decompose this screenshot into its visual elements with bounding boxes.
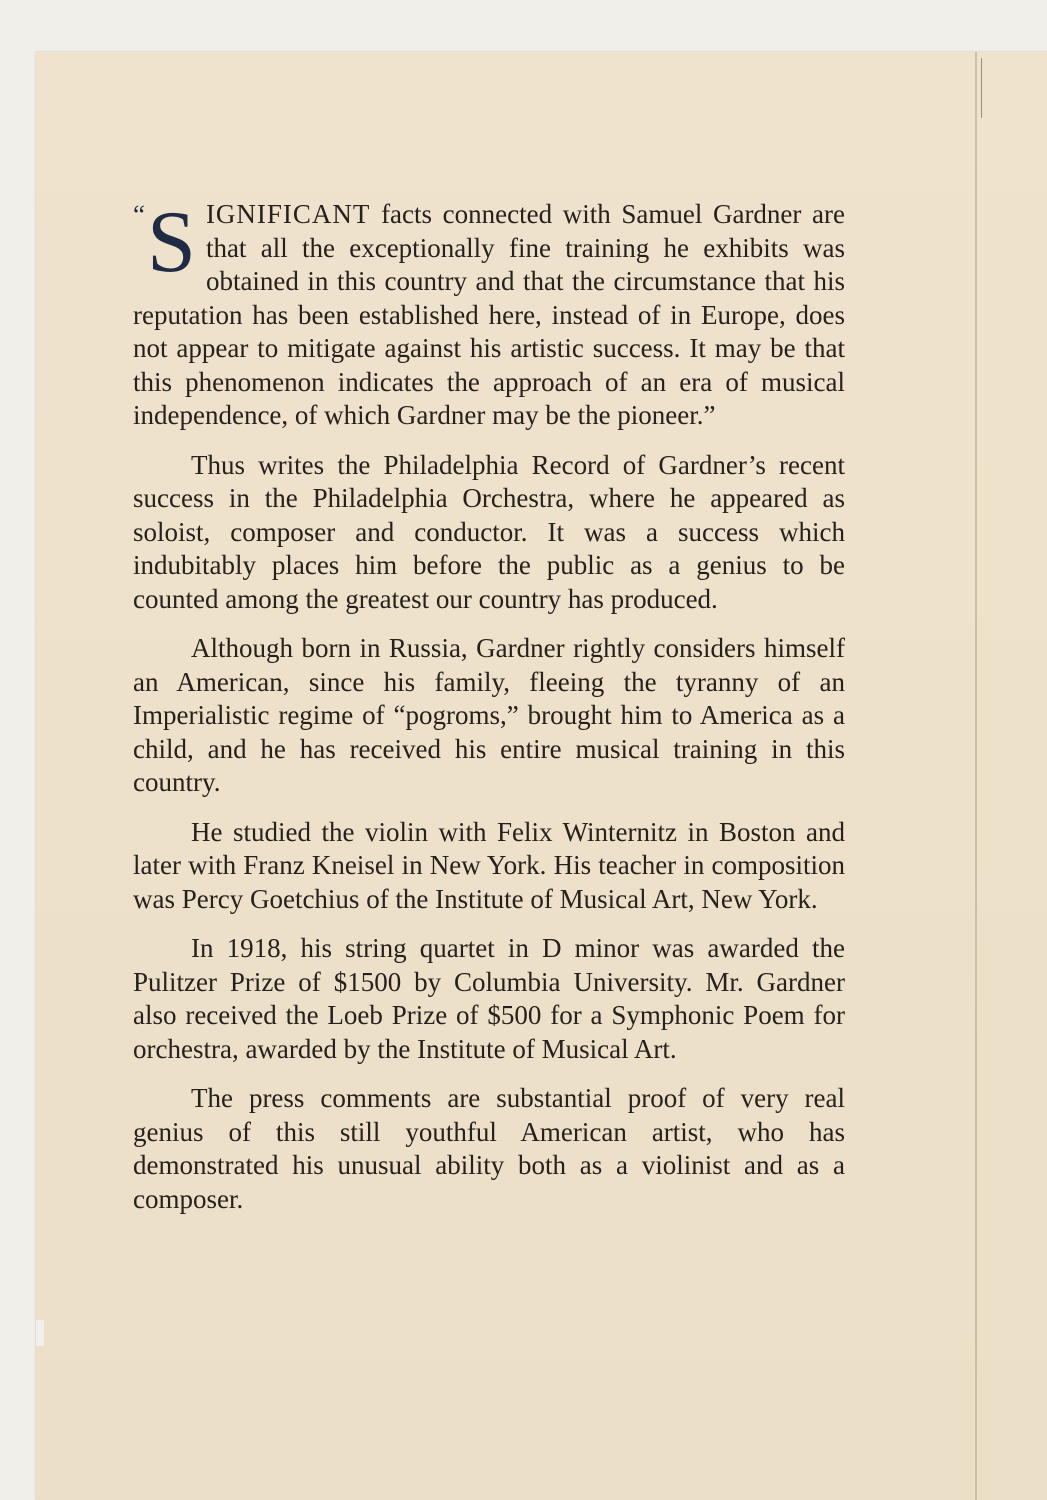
paper-fold-line [975, 52, 977, 1500]
article-paragraph-6: The press comments are substantial proof of very real genius of this still youthful American artist, who has demonstrated his unusual ability both as a violinist and as a composer. [133, 1083, 845, 1214]
article-paragraph-5: In 1918, his string quartet in D minor was awarded the Pulitzer Prize of $1500 by Columbia University. Mr. Gardner also received the Loeb Prize of $500 for a Symphonic Poem for orchestra, awarded by the Institute of Musical Art. [133, 933, 845, 1064]
paper-fold-mark [981, 58, 982, 118]
drop-cap-letter: S [146, 194, 196, 291]
article-paragraph-3: Although born in Russia, Gardner rightly considers himself an American, since his family, fleeing the tyranny of an Imperialistic regime of “pogroms,” brought him to America as a child, and he has received his entire musical training in this country. [133, 633, 845, 797]
article-paragraph-1 [133, 194, 845, 433]
article-body [133, 194, 845, 1232]
opening-quote-mark: “ [133, 200, 145, 230]
article-paragraph-2: Thus writes the Philadelphia Record of Gardner’s recent success in the Philadelphia Orchestra, where he appeared as soloist, composer and conductor. It was a success which indubitably places him before the public as a genius to be counted among the greatest our country has produced. [133, 449, 845, 614]
paper-edge-notch [36, 1320, 44, 1346]
paragraph-1-text: facts connected with Samuel Gardner are that all the exceptionally fine training he exhibits was obtained in this country and that the circumstance that his reputation has been established here, instead of in Europe, does not appear to mitigate against his artistic success. It may be that this phenomenon indicates the approach of an era of musical independence, of which Gardner may be the pioneer.” [133, 199, 845, 430]
lead-word: IGNIFICANT [205, 199, 371, 229]
article-paragraph-4: He studied the violin with Felix Winternitz in Boston and later with Franz Kneisel in New York. His teacher in composition was Percy Goetchius of the Institute of Musical Art, New York. [133, 816, 845, 914]
